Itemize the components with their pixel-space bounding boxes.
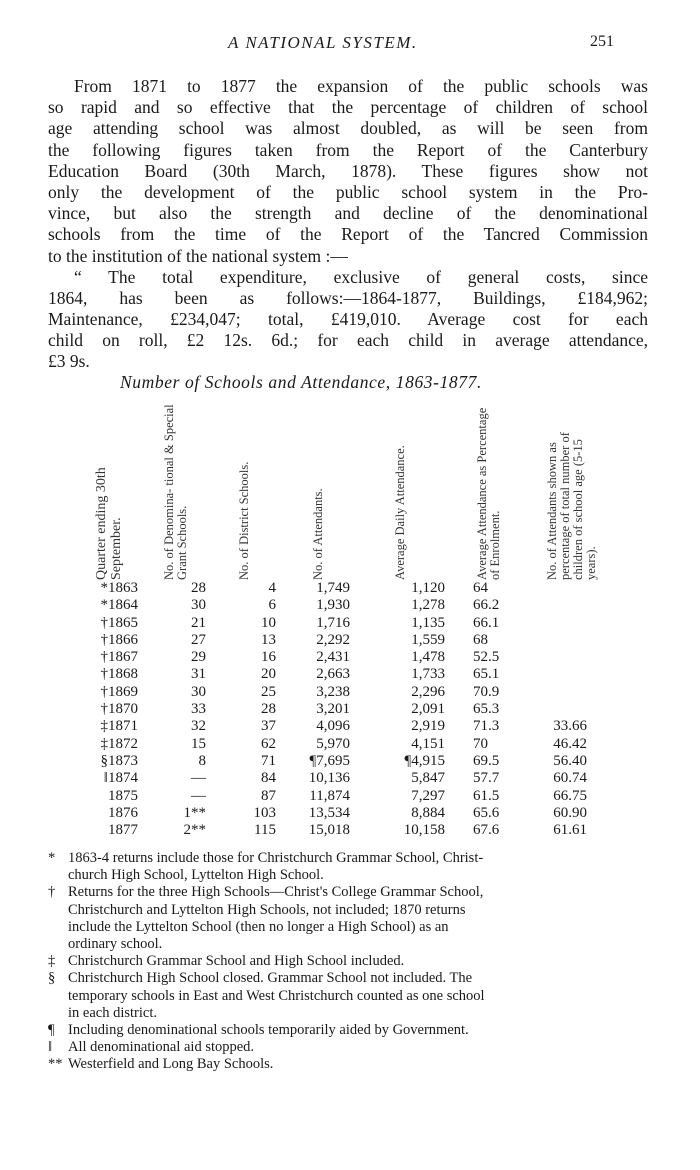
table-cell: †1867: [100, 649, 138, 666]
footnote-symbol: **: [48, 1056, 63, 1073]
footnote-line: temporary schools in East and West Christchurch counted as one school: [68, 987, 485, 1004]
footnote-line: Christchurch High School closed. Grammar School not included. The: [68, 970, 473, 987]
table-cell: 4: [268, 580, 276, 596]
text-line: 1864, has been as follows:—1864-1877, Buildings, £184,962;: [48, 287, 648, 308]
table-cell: 30: [191, 597, 206, 614]
table-cell: 65.6: [473, 804, 500, 821]
table-cell: 30: [191, 683, 206, 700]
table-cell: 4,096: [316, 718, 350, 735]
footnotes: [48, 850, 648, 1074]
table-cell: 52.5: [473, 649, 500, 666]
footnote-line: Including denominational schools temporarily aided by Government.: [68, 1022, 469, 1039]
text-line: Education Board (30th March, 1878). These figures show not: [48, 160, 648, 181]
table-cell: 1,135: [411, 614, 445, 631]
table-cell: 25: [261, 683, 276, 700]
footnote: [48, 884, 648, 953]
table-cell: —: [191, 787, 206, 804]
table-cell: 1876: [108, 804, 138, 821]
table-cell: 13: [261, 631, 276, 648]
table-cell: 15,018: [308, 822, 350, 839]
table-cell: 84: [261, 770, 276, 787]
footnote-symbol: †: [48, 884, 56, 901]
table-caption: Number of Schools and Attendance, 1863-1877.: [120, 372, 482, 392]
table-cell: 2,296: [411, 683, 445, 700]
table-cell: 71: [261, 752, 276, 769]
table-cell: 115: [254, 822, 276, 839]
table-row: [80, 666, 640, 683]
table-cell: 31: [191, 666, 206, 683]
table-cell: 8: [198, 752, 206, 769]
table-cell: 61.61: [553, 822, 587, 839]
table-row: [80, 788, 640, 805]
text-line: so rapid and so effective that the percentage of children of school: [48, 97, 648, 118]
table-cell: 4,151: [411, 735, 445, 752]
table-cell: ¶7,695: [309, 752, 350, 769]
table-cell: 60.90: [553, 804, 587, 821]
text-line: child on roll, £2 12s. 6d.; for each child in average attendance,: [48, 330, 648, 351]
table-cell: 67.6: [473, 822, 500, 839]
footnote-line: Christchurch Grammar School and High School included.: [68, 953, 405, 970]
table-cell: 28: [261, 701, 276, 718]
table-cell: 2,292: [316, 631, 350, 648]
table-cell: 1,120: [411, 580, 445, 596]
table-cell: ‡1871: [100, 718, 138, 735]
table-row: [80, 580, 640, 597]
table-row: [80, 684, 640, 701]
table-cell: 27: [191, 631, 206, 648]
table-cell: 28: [191, 580, 206, 596]
table-cell: 7,297: [411, 787, 445, 804]
table-cell: 1,749: [316, 580, 350, 596]
table-cell: 1,716: [316, 614, 350, 631]
table-row: [80, 822, 640, 839]
footnote-symbol: *: [48, 850, 56, 866]
text-line: the following figures taken from the Report of the Canterbury: [48, 139, 648, 160]
table-row: [80, 649, 640, 666]
table-cell: *1864: [100, 597, 138, 614]
table-cell: 2,091: [411, 701, 445, 718]
table-cell: 33.66: [553, 718, 587, 735]
table-cell: 56.40: [553, 752, 587, 769]
table-cell: †1866: [100, 631, 138, 648]
table-cell: †1870: [100, 701, 138, 718]
table-cell: †1868: [100, 666, 138, 683]
footnote-line: 1863-4 returns include those for Christchurch Grammar School, Christ-: [68, 850, 484, 866]
text-line: age attending school was almost doubled, as will be seen from: [48, 118, 648, 139]
table-row: [80, 597, 640, 614]
table-cell: 33: [191, 701, 206, 718]
footnote: [48, 1039, 648, 1056]
table-cell: 103: [253, 804, 276, 821]
footnote: [48, 970, 648, 1022]
table-cell: 60.74: [553, 770, 587, 787]
text-line: to the institution of the national system :—: [48, 245, 348, 266]
table-cell: †1869: [100, 683, 138, 700]
text-line: schools from the time of the Report of the Tancred Commission: [48, 224, 648, 245]
data-table: [80, 580, 640, 839]
text-line: “ The total expenditure, exclusive of general costs, since: [74, 266, 648, 287]
table-row: [80, 615, 640, 632]
table-cell: 10,136: [308, 770, 350, 787]
table-cell: 57.7: [473, 770, 500, 787]
table-cell: 15: [191, 735, 206, 752]
table-cell: 71.3: [473, 718, 500, 735]
table-cell: 10,158: [403, 822, 445, 839]
text-line: only the development of the public school system in the Pro-: [48, 181, 648, 202]
body-text: [48, 76, 648, 373]
column-header: No. of Attendants shown as percentage of total number of children of school age (5-15 years).: [545, 432, 598, 580]
table-cell: 1,559: [411, 631, 445, 648]
table-cell: 2**: [183, 822, 206, 839]
paragraph: [48, 76, 648, 267]
table-cell: ‖1874: [103, 770, 138, 787]
table-cell: 64: [473, 580, 488, 596]
footnote-line: Christchurch and Lyttelton High Schools, not included; 1870 returns: [68, 901, 466, 918]
table-cell: 37: [261, 718, 276, 735]
table-cell: 20: [261, 666, 276, 683]
page-number: 251: [590, 33, 614, 50]
text-line: vince, but also the strength and decline of the denominational: [48, 203, 648, 224]
table-cell: 1877: [108, 822, 138, 839]
column-header: Average Daily Attendance.: [393, 445, 407, 580]
table-cell: 11,874: [309, 787, 350, 804]
table-cell: 32: [191, 718, 206, 735]
table-cell: 1,930: [316, 597, 350, 614]
text-line: Maintenance, £234,047; total, £419,010. Average cost for each: [48, 309, 648, 330]
table-cell: 46.42: [553, 735, 587, 752]
column-header: No. of Attendants.: [311, 488, 325, 580]
column-header: Quarter ending 30th September.: [94, 467, 124, 580]
table-cell: 65.3: [473, 701, 500, 718]
table-cell: 87: [261, 787, 276, 804]
table-cell: 66.1: [473, 614, 500, 631]
table-cell: 13,534: [308, 804, 350, 821]
footnote-line: include the Lyttelton School (then no longer a High School) as an: [68, 918, 449, 935]
text-line: £3 9s.: [48, 351, 90, 372]
footnote-line: ordinary school.: [68, 936, 163, 953]
footnote-line: Returns for the three High Schools—Christ's College Grammar School,: [68, 884, 484, 901]
footnote: [48, 953, 648, 970]
table-row: [80, 770, 640, 787]
table-cell: 21: [191, 614, 206, 631]
table-cell: *1863: [100, 580, 138, 596]
column-header: No. of District Schools.: [237, 461, 251, 580]
table-cell: 16: [261, 649, 276, 666]
footnote-symbol: ‡: [48, 953, 56, 970]
table-cell: 1**: [183, 804, 206, 821]
table-cell: ‡1872: [100, 735, 138, 752]
table-cell: 1,478: [411, 649, 445, 666]
footnote: [48, 1022, 648, 1039]
footnote-symbol: ¶: [48, 1022, 55, 1039]
table-cell: 66.75: [553, 787, 587, 804]
text-line: From 1871 to 1877 the expansion of the public schools was: [74, 76, 648, 96]
table-cell: ¶4,915: [404, 752, 445, 769]
table-cell: 1,278: [411, 597, 445, 614]
table-cell: 65.1: [473, 666, 500, 683]
table-cell: —: [191, 770, 206, 787]
table-cell: 61.5: [473, 787, 500, 804]
table-row: [80, 736, 640, 753]
table-cell: 69.5: [473, 752, 500, 769]
footnote-line: church High School, Lyttelton High School.: [68, 867, 324, 884]
table-cell: 70: [473, 735, 488, 752]
footnote: [48, 850, 648, 884]
table-cell: 3,238: [316, 683, 350, 700]
paragraph: [48, 267, 648, 373]
column-header: No. of Denomina- tional & Special Grant Schools.: [162, 404, 189, 580]
table-cell: 29: [191, 649, 206, 666]
table-cell: 68: [473, 631, 488, 648]
table-cell: 5,847: [411, 770, 445, 787]
table-cell: 8,884: [411, 804, 445, 821]
table-cell: 2,919: [411, 718, 445, 735]
table-cell: 5,970: [316, 735, 350, 752]
table-cell: †1865: [100, 614, 138, 631]
table-cell: 2,431: [316, 649, 350, 666]
footnote-symbol: §: [48, 970, 56, 987]
table-cell: 6: [268, 597, 276, 614]
footnote: [48, 1056, 648, 1073]
table-cell: §1873: [100, 752, 138, 769]
running-title: A NATIONAL SYSTEM.: [228, 33, 418, 52]
table-row: [80, 632, 640, 649]
table-cell: 70.9: [473, 683, 500, 700]
table-cell: 1875: [108, 787, 138, 804]
table-cell: 1,733: [411, 666, 445, 683]
table-cell: 10: [261, 614, 276, 631]
footnote-line: Westerfield and Long Bay Schools.: [68, 1056, 274, 1073]
running-header: [0, 33, 700, 57]
table-row: [80, 805, 640, 822]
table-cell: 2,663: [316, 666, 350, 683]
table-cell: 3,201: [316, 701, 350, 718]
table-row: [80, 701, 640, 718]
footnote-line: All denominational aid stopped.: [68, 1039, 255, 1056]
footnote-line: in each district.: [68, 1004, 157, 1021]
table-cell: 66.2: [473, 597, 500, 614]
footnote-symbol: ‖: [48, 1039, 53, 1056]
column-header: Average Attendance as Percentage of Enrolment.: [475, 407, 502, 580]
table-row: [80, 753, 640, 770]
table-cell: 62: [261, 735, 276, 752]
table-row: [80, 718, 640, 735]
